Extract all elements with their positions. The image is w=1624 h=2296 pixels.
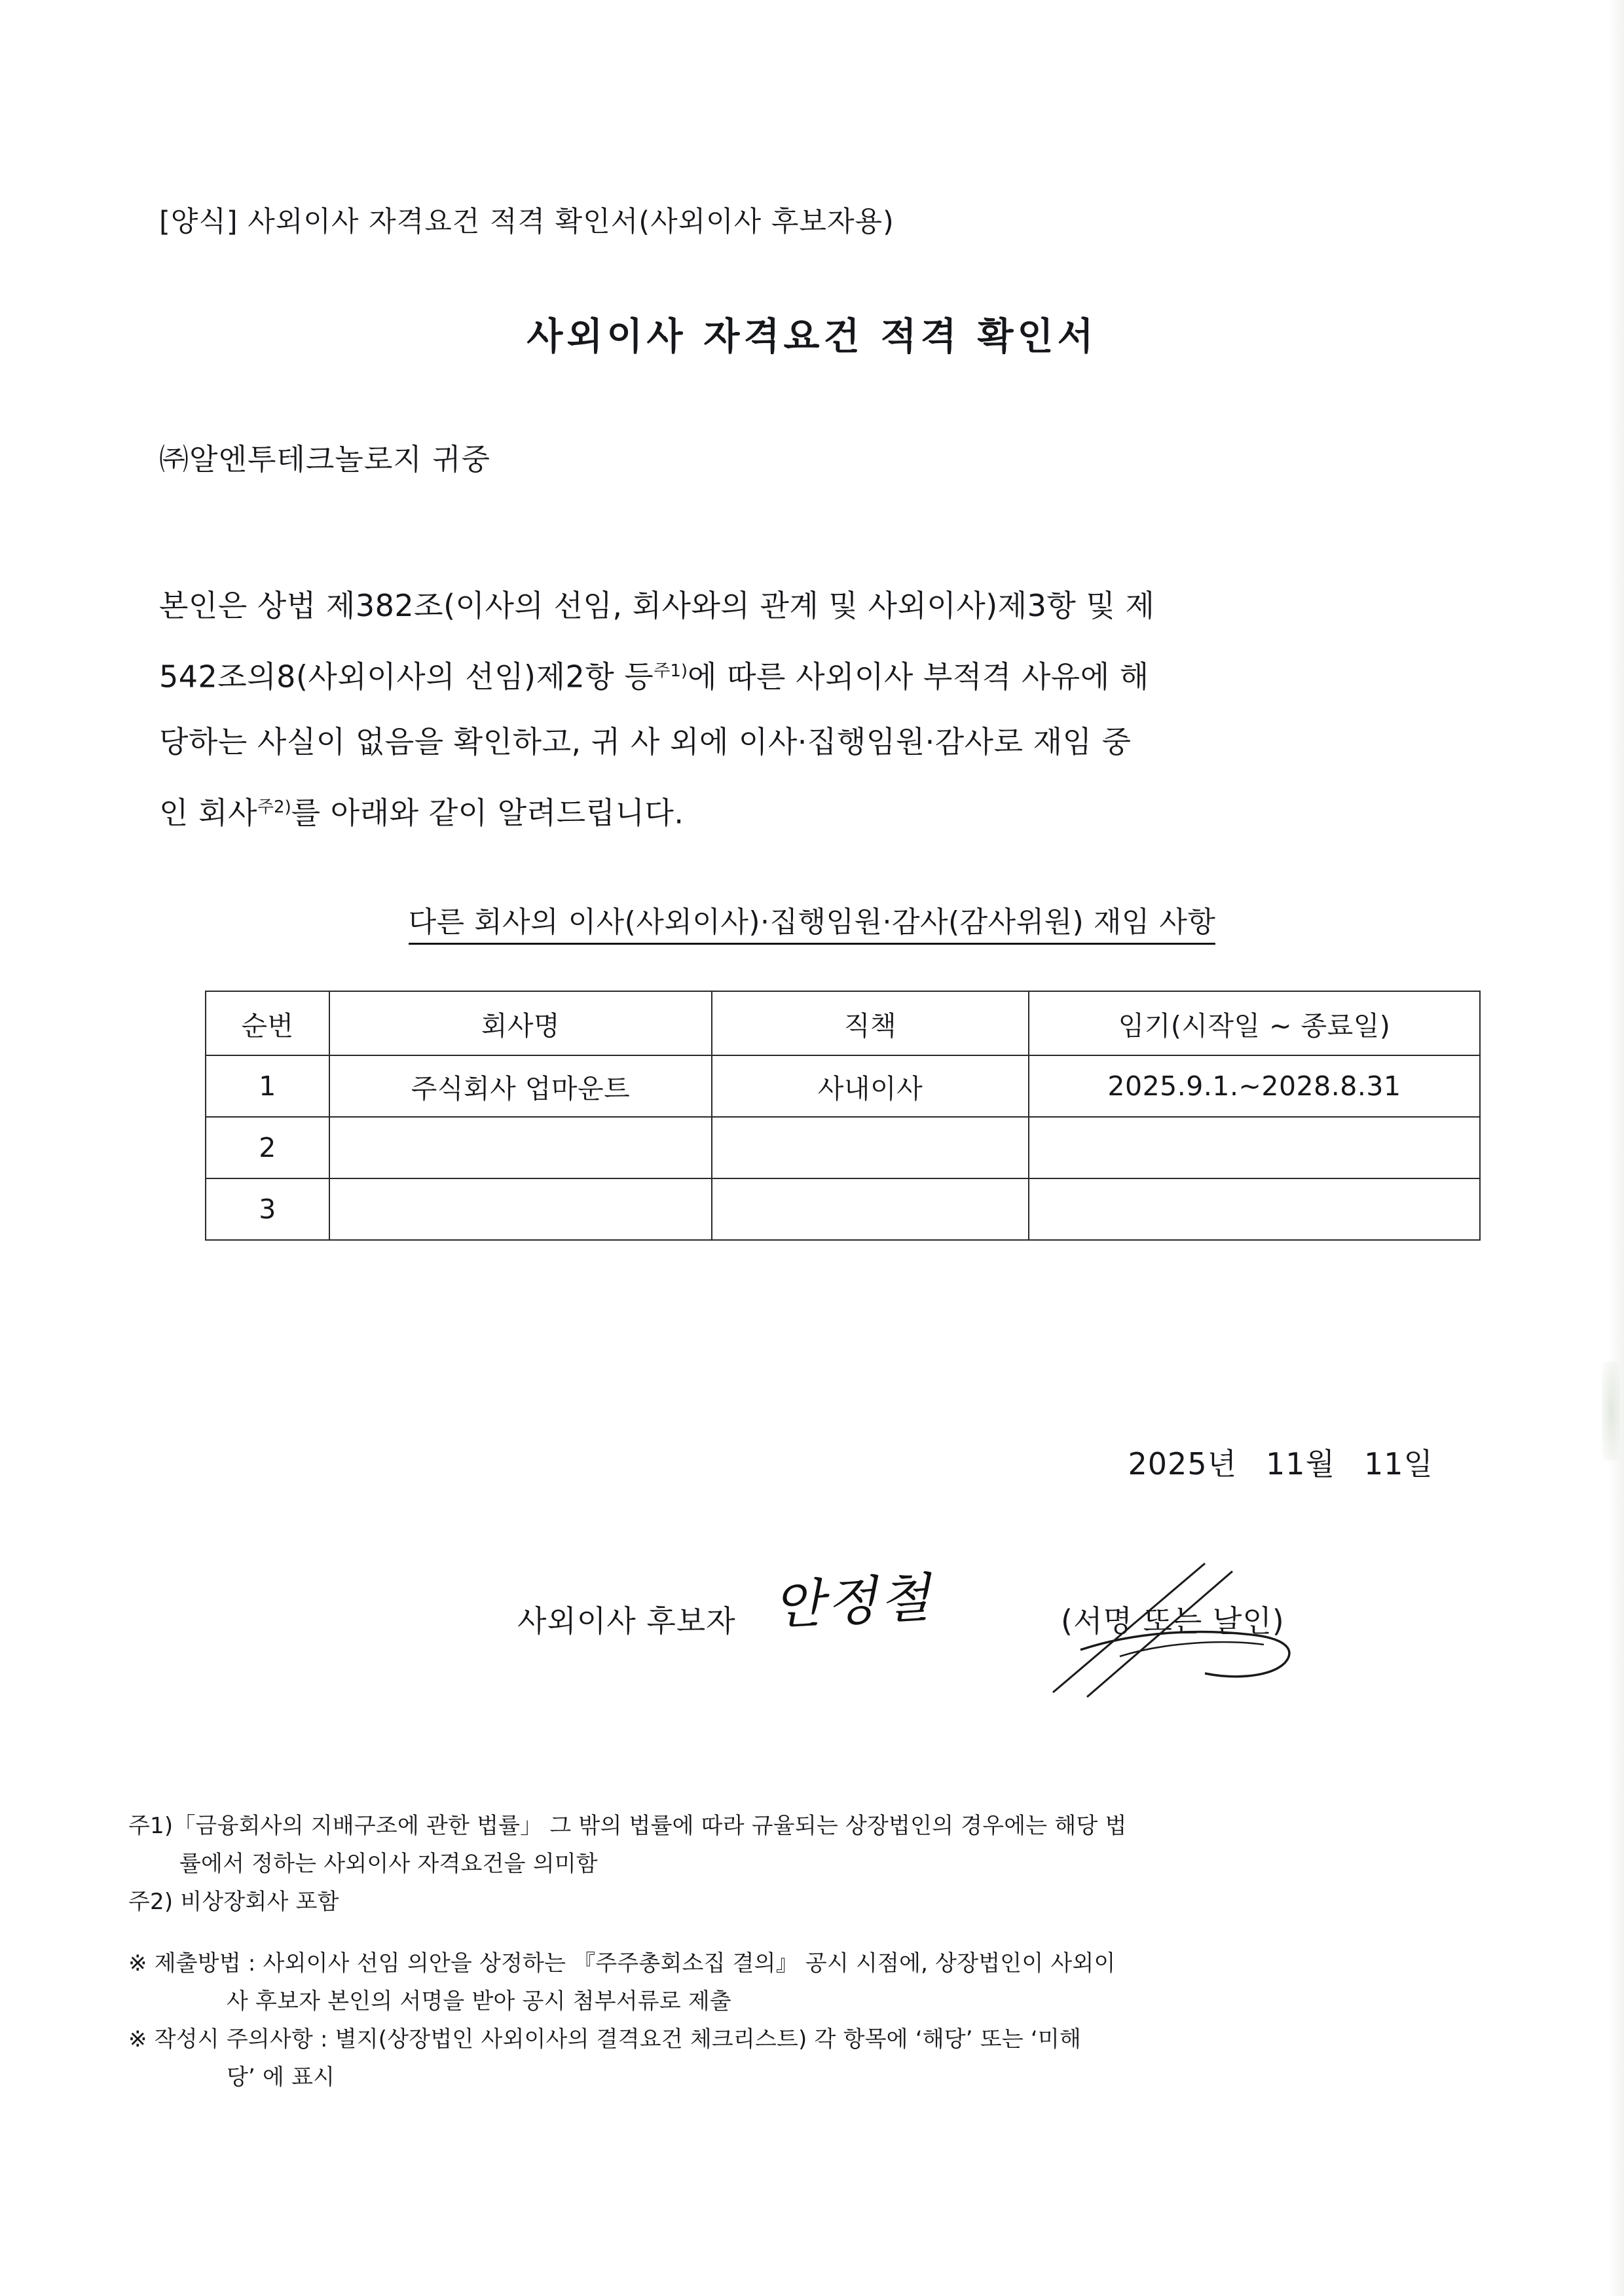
cell-role[interactable] xyxy=(712,1117,1029,1178)
addressee-line: ㈜알엔투테크놀로지 귀중 xyxy=(159,442,491,477)
notes-spacer xyxy=(128,1921,1517,1944)
cell-term[interactable]: 2025.9.1.~2028.8.31 xyxy=(1029,1055,1480,1117)
table-header-row xyxy=(206,991,1480,1055)
footnote-1-line-2: 률에서 정하는 사외이사 자격요건을 의미함 xyxy=(179,1851,598,1877)
submission-note-line-1: ※ 제출방법 : 사외이사 선임 의안을 상정하는 『주주총회소집 결의』 공시 시점에, 상장법인이 사외이 xyxy=(128,1950,1116,1977)
form-tag-label: [양식] 사외이사 자격요건 적격 확인서(사외이사 후보자용) xyxy=(159,206,895,238)
tenure-table xyxy=(205,991,1481,1241)
page-title: 사외이사 자격요건 적격 확인서 xyxy=(526,315,1098,358)
footnote-2: 주2) 비상장회사 포함 xyxy=(128,1889,339,1915)
cell-role[interactable] xyxy=(712,1178,1029,1240)
body-line-4 xyxy=(159,774,1462,845)
table-row xyxy=(206,1055,1480,1117)
footnote-marker-2: 주2) xyxy=(257,797,291,818)
cell-no: 2 xyxy=(206,1117,329,1178)
signing-date xyxy=(0,1440,1433,1484)
footnote-marker-1: 주1) xyxy=(654,661,688,681)
body-line-2-part-b: 에 따른 사외이사 부적격 사유에 해 xyxy=(688,659,1149,695)
cell-role[interactable]: 사내이사 xyxy=(712,1055,1029,1117)
table-row xyxy=(206,1178,1480,1240)
cell-company[interactable]: 주식회사 업마운트 xyxy=(329,1055,712,1117)
date-year: 2025년 xyxy=(1128,1446,1238,1482)
body-line-2 xyxy=(159,638,1462,709)
cell-company[interactable] xyxy=(329,1117,712,1178)
table-header-no: 순번 xyxy=(206,991,329,1055)
cell-term[interactable] xyxy=(1029,1178,1480,1240)
body-paragraph xyxy=(159,573,1462,846)
table-caption-text: 다른 회사의 이사(사외이사)·집행임원·감사(감사위원) 재임 사항 xyxy=(409,905,1216,945)
body-line-4-part-b: 를 아래와 같이 알려드립니다. xyxy=(291,795,684,831)
cell-no: 1 xyxy=(206,1055,329,1117)
handwritten-signature: 안정철 xyxy=(771,1567,934,1637)
body-line-4-part-a: 인 회사 xyxy=(159,795,257,831)
caution-note-line-1: ※ 작성시 주의사항 : 별지(상장법인 사외이사의 결격요건 체크리스트) 각 항목에 ‘해당’ 또는 ‘미해 xyxy=(128,2026,1082,2052)
caution-note-line-2: 당’ 에 표시 xyxy=(227,2064,335,2090)
scan-blot-artifact xyxy=(1602,1362,1620,1460)
footnote-1-line-1: 주1)「금융회사의 지배구조에 관한 법률」 그 밖의 법률에 따라 규율되는 상장법인의 경우에는 해당 법 xyxy=(128,1813,1127,1839)
table-row xyxy=(206,1117,1480,1178)
cell-term[interactable] xyxy=(1029,1117,1480,1178)
cell-no: 3 xyxy=(206,1178,329,1240)
table-caption xyxy=(0,898,1624,940)
signature-row xyxy=(517,1567,1467,1669)
date-day: 11일 xyxy=(1364,1446,1433,1482)
body-line-2-part-a: 542조의8(사외이사의 선임)제2항 등 xyxy=(159,659,654,695)
table-header-role: 직책 xyxy=(712,991,1029,1055)
footnotes-block xyxy=(128,1807,1517,2096)
signature-label: 사외이사 후보자 xyxy=(517,1603,736,1639)
body-line-3: 당하는 사실이 없음을 확인하고, 귀 사 외에 이사·집행임원·감사로 재임 중 xyxy=(159,724,1132,760)
cell-company[interactable] xyxy=(329,1178,712,1240)
date-month: 11월 xyxy=(1266,1446,1336,1482)
table-header-company: 회사명 xyxy=(329,991,712,1055)
table-header-term: 임기(시작일 ~ 종료일) xyxy=(1029,991,1480,1055)
signature-suffix: (서명 또는 날인) xyxy=(1061,1603,1285,1639)
body-line-1: 본인은 상법 제382조(이사의 선임, 회사와의 관계 및 사외이사)제3항 및 제 xyxy=(159,588,1155,623)
submission-note-line-2: 사 후보자 본인의 서명을 받아 공시 첨부서류로 제출 xyxy=(227,1988,731,2014)
